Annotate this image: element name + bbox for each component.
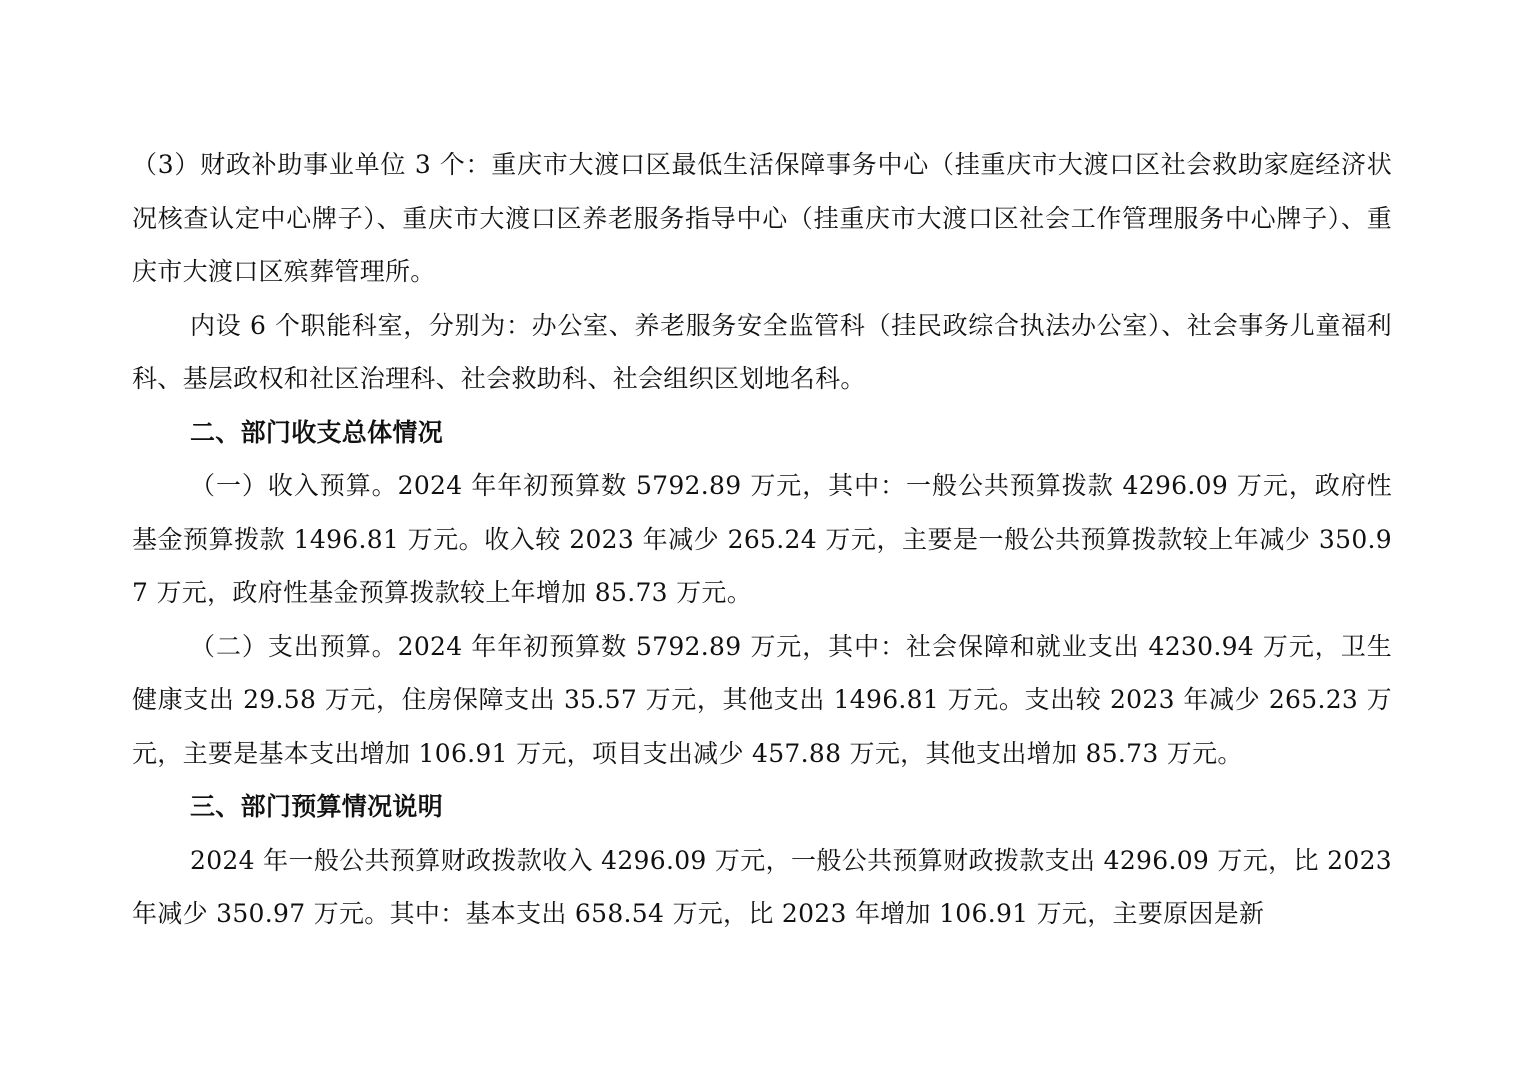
paragraph-general-public-budget: 2024 年一般公共预算财政拨款收入 4296.09 万元，一般公共预算财政拨款支出 4296.09 万元，比 2023 年减少 350.97 万元。其中：基本支出 658.54 万元，比 2023 年增加 106.91 万元，主要原因是新	[132, 845, 1392, 928]
document-page	[132, 138, 1392, 941]
section-heading-income-expenditure: 二、部门收支总体情况	[190, 417, 444, 447]
paragraph-subsidized-units: （3）财政补助事业单位 3 个：重庆市大渡口区最低生活保障事务中心（挂重庆市大渡口区社会救助家庭经济状况核查认定中心牌子）、重庆市大渡口区养老服务指导中心（挂重庆市大渡口区社会工作管理服务中心牌子）、重庆市大渡口区殡葬管理所。	[132, 150, 1392, 286]
paragraph-internal-departments: 内设 6 个职能科室，分别为：办公室、养老服务安全监管科（挂民政综合执法办公室）、社会事务儿童福利科、基层政权和社区治理科、社会救助科、社会组织区划地名科。	[132, 310, 1392, 393]
paragraph-income-budget: （一）收入预算。2024 年年初预算数 5792.89 万元，其中：一般公共预算拨款 4296.09 万元，政府性基金预算拨款 1496.81 万元。收入较 2023 年减少 265.24 万元，主要是一般公共预算拨款较上年减少 350.97 万元，政府性基金预算拨款较上年增加 85.73 万元。	[132, 471, 1392, 607]
section-heading-budget-explanation: 三、部门预算情况说明	[190, 792, 444, 821]
paragraph-expenditure-budget: （二）支出预算。2024 年年初预算数 5792.89 万元，其中：社会保障和就业支出 4230.94 万元，卫生健康支出 29.58 万元，住房保障支出 35.57 万元，其他支出 1496.81 万元。支出较 2023 年减少 265.23 万元，主要是基本支出增加 106.91 万元，项目支出减少 457.88 万元，其他支出增加 85.73 万元。	[132, 631, 1392, 768]
